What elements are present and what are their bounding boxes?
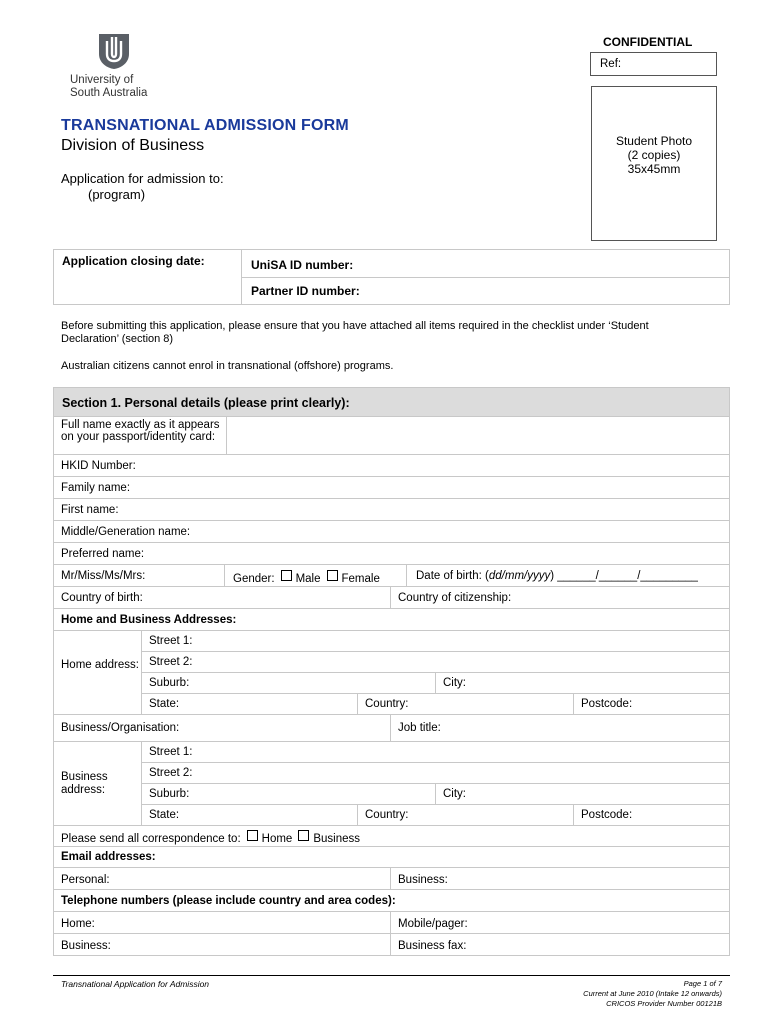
business-country-field[interactable]	[357, 804, 574, 826]
country-of-birth-field[interactable]	[53, 586, 391, 609]
home-street1-label: Street 1:	[149, 635, 193, 647]
section-1-heading: Section 1. Personal details (please print clearly):	[53, 387, 730, 417]
personal-email-field[interactable]	[53, 867, 391, 890]
country-of-citizenship-label: Country of citizenship:	[398, 592, 512, 604]
photo-line-2: (2 copies)	[627, 148, 681, 162]
job-title-field[interactable]	[390, 714, 730, 742]
home-suburb-label: Suburb:	[149, 677, 190, 689]
home-country-label: Country:	[365, 698, 409, 710]
cricos-number: CRICOS Provider Number 00121B	[606, 999, 722, 1008]
hkid-field[interactable]	[53, 454, 730, 477]
male-checkbox[interactable]	[281, 570, 292, 581]
correspondence-business-checkbox[interactable]	[298, 830, 309, 841]
home-postcode-label: Postcode:	[581, 698, 633, 710]
job-title-label: Job title:	[398, 722, 441, 734]
business-suburb-field[interactable]	[141, 783, 436, 805]
country-of-birth-label: Country of birth:	[61, 592, 143, 604]
personal-email-label: Personal:	[61, 874, 110, 886]
business-country-label: Country:	[365, 809, 409, 821]
correspondence-business-label: Business	[313, 833, 361, 845]
business-street2-field[interactable]	[141, 762, 730, 784]
application-for-label: Application for admission to:	[61, 171, 224, 186]
home-state-label: State:	[149, 698, 180, 710]
current-date-note: Current at June 2010 (Intake 12 onwards)	[583, 989, 722, 998]
business-email-field[interactable]	[390, 867, 730, 890]
business-address-label	[53, 741, 142, 826]
correspondence-label: Please send all correspondence to:	[61, 833, 241, 845]
home-address-label	[53, 630, 142, 715]
family-name-label: Family name:	[61, 482, 131, 494]
full-name-label	[53, 416, 227, 455]
footer-info	[450, 979, 722, 1009]
dob-field[interactable]	[406, 564, 730, 587]
dob-format: dd/mm/yyyy	[488, 570, 551, 582]
middle-name-field[interactable]	[53, 520, 730, 543]
correspondence-row	[53, 825, 730, 847]
home-street1-field[interactable]	[141, 630, 730, 652]
gender-label: Gender:	[233, 573, 275, 585]
photo-line-3: 35x45mm	[627, 162, 681, 176]
closing-date-field[interactable]: Application closing date:	[54, 250, 242, 304]
mobile-field[interactable]	[390, 911, 730, 934]
business-suburb-label: Suburb:	[149, 788, 190, 800]
first-name-label: First name:	[61, 504, 119, 516]
correspondence-home-checkbox[interactable]	[247, 830, 258, 841]
division-title: Division of Business	[61, 137, 205, 154]
email-heading: Email addresses:	[53, 846, 730, 868]
business-fax-field[interactable]	[390, 933, 730, 956]
male-label: Male	[295, 573, 321, 585]
page-number: Page 1 of 7	[683, 979, 722, 988]
female-label: Female	[341, 573, 380, 585]
business-city-label: City:	[443, 788, 466, 800]
business-fax-label: Business fax:	[398, 940, 467, 952]
business-phone-label: Business:	[61, 940, 111, 952]
business-state-label: State:	[149, 809, 180, 821]
logo-line-2: South Australia	[70, 87, 148, 99]
mobile-label: Mobile/pager:	[398, 918, 468, 930]
middle-name-label: Middle/Generation name:	[61, 526, 191, 538]
business-city-field[interactable]	[435, 783, 730, 805]
country-of-citizenship-field[interactable]	[390, 586, 730, 609]
ref-field[interactable]	[590, 52, 717, 76]
home-phone-label: Home:	[61, 918, 95, 930]
first-name-field[interactable]	[53, 498, 730, 521]
home-phone-field[interactable]	[53, 911, 391, 934]
title-label: Mr/Miss/Ms/Mrs:	[61, 570, 146, 582]
gender-field	[224, 564, 407, 587]
footer-divider	[53, 975, 730, 976]
business-postcode-field[interactable]	[573, 804, 730, 826]
business-email-label: Business:	[398, 874, 448, 886]
footer-document-name: Transnational Application for Admission	[61, 979, 210, 989]
unisa-crest-icon	[97, 32, 131, 70]
confidential-label: CONFIDENTIAL	[603, 35, 693, 49]
phone-heading: Telephone numbers (please include country and area codes):	[53, 889, 730, 912]
correspondence-home-label: Home	[261, 833, 293, 845]
female-checkbox[interactable]	[327, 570, 338, 581]
home-street2-label: Street 2:	[149, 656, 193, 668]
home-suburb-field[interactable]	[141, 672, 436, 694]
home-city-field[interactable]	[435, 672, 730, 694]
title-field[interactable]	[53, 564, 225, 587]
home-postcode-field[interactable]	[573, 693, 730, 715]
home-address-text: Home address:	[61, 659, 139, 671]
business-organisation-label: Business/Organisation:	[61, 722, 180, 734]
home-city-label: City:	[443, 677, 466, 689]
addresses-heading: Home and Business Addresses:	[53, 608, 730, 631]
home-street2-field[interactable]	[141, 651, 730, 673]
form-title: TRANSNATIONAL ADMISSION FORM	[61, 117, 349, 134]
full-name-text: Full name exactly as it appears on your passport/identity card:	[61, 419, 220, 443]
full-name-field[interactable]	[226, 416, 730, 455]
logo-line-1: University of	[70, 74, 134, 86]
business-street1-label: Street 1:	[149, 746, 193, 758]
business-address-text: Business address:	[61, 771, 108, 796]
business-phone-field[interactable]	[53, 933, 391, 956]
family-name-field[interactable]	[53, 476, 730, 499]
home-country-field[interactable]	[357, 693, 574, 715]
university-name	[70, 74, 170, 100]
photo-line-1: Student Photo	[615, 134, 693, 148]
preferred-name-field[interactable]	[53, 542, 730, 565]
hkid-label: HKID Number:	[61, 460, 136, 472]
student-photo-box	[591, 86, 717, 241]
ref-label: Ref:	[600, 58, 622, 70]
id-box	[53, 249, 730, 305]
citizens-notice: Australian citizens cannot enrol in transnational (offshore) programs.	[61, 360, 394, 372]
business-street1-field[interactable]	[141, 741, 730, 763]
dob-label: Date of birth: (	[416, 570, 489, 582]
business-postcode-label: Postcode:	[581, 809, 633, 821]
partner-id-field[interactable]: Partner ID number:	[251, 284, 360, 298]
program-label: (program)	[88, 187, 146, 202]
unisa-id-field[interactable]: UniSA ID number:	[242, 250, 729, 278]
business-organisation-field[interactable]	[53, 714, 391, 742]
business-street2-label: Street 2:	[149, 767, 193, 779]
home-state-field[interactable]	[141, 693, 358, 715]
checklist-notice: Before submitting this application, please ensure that you have attached all items required in the checklist under ‘Student Declaration’ (section 8)	[61, 320, 649, 345]
preferred-name-label: Preferred name:	[61, 548, 145, 560]
dob-blank: ) ______/______/_________	[550, 570, 698, 582]
university-logo	[70, 32, 170, 100]
business-state-field[interactable]	[141, 804, 358, 826]
